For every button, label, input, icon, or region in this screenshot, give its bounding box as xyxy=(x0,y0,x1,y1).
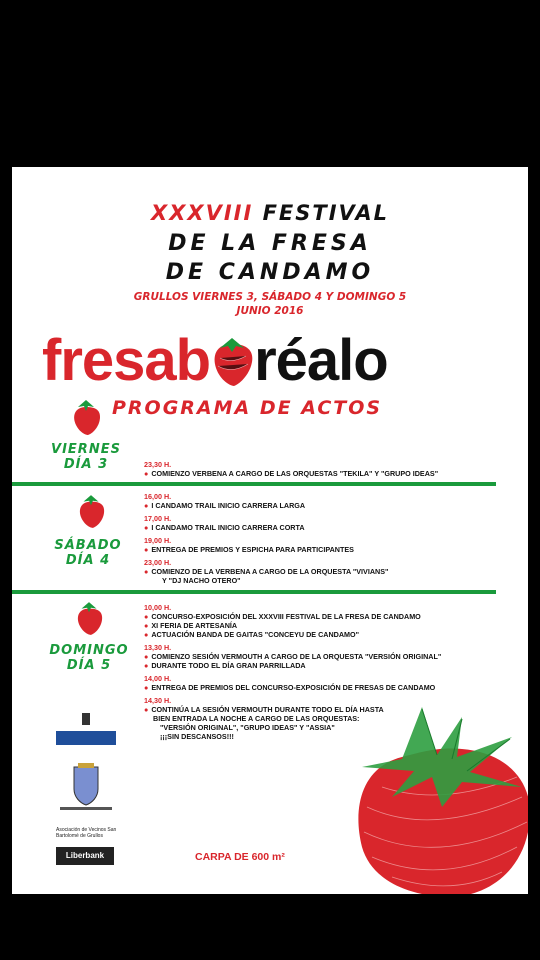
strawberry-icon xyxy=(70,399,102,440)
events-viernes xyxy=(144,460,504,482)
event-description-cont: BIEN ENTRADA LA NOCHE A CARGO DE LAS ORQUESTAS: xyxy=(153,714,360,723)
fresaborealo-logo xyxy=(42,327,502,393)
day-number: DÍA 4 xyxy=(65,553,111,568)
event-item xyxy=(144,514,504,532)
day-name: SÁBADO xyxy=(54,538,122,553)
festival-dates: GRULLOS VIERNES 3, SÁBADO 4 Y DOMINGO 5 xyxy=(133,291,407,303)
event-description: ● COMIENZO SESIÓN VERMOUTH A CARGO DE LA ORQUESTA "VERSIÓN ORIGINAL" xyxy=(144,652,442,661)
day-label-viernes xyxy=(46,442,126,472)
event-description: ● ENTREGA DE PREMIOS Y ESPICHA PARA PARTICIPANTES xyxy=(144,545,354,554)
title-line-3: DE CANDAMO xyxy=(165,260,375,285)
event-time: 14,30 H. xyxy=(144,696,172,705)
event-description: ● I CANDAMO TRAIL INICIO CARRERA CORTA xyxy=(144,523,305,532)
event-description: ● COMIENZO DE LA VERBENA A CARGO DE LA ORQUESTA "VIVIANS" xyxy=(144,567,389,576)
sponsor-gobierno-asturias xyxy=(56,713,116,754)
event-description: ● I CANDAMO TRAIL INICIO CARRERA LARGA xyxy=(144,501,306,510)
event-time: 13,30 H. xyxy=(144,643,172,652)
event-description: ● CONTINÚA LA SESIÓN VERMOUTH DURANTE TODO EL DÍA HASTA xyxy=(144,705,384,714)
sponsor-ayuntamiento-candamo xyxy=(56,763,116,816)
event-time: 23,30 H. xyxy=(144,460,172,469)
event-description: ● CONCURSO-EXPOSICIÓN DEL XXXVIII FESTIVAL DE LA FRESA DE CANDAMO xyxy=(144,612,421,621)
event-description-cont: "VERSIÓN ORIGINAL", "GRUPO IDEAS" Y "ASSIA" xyxy=(160,723,335,732)
logo-text-part1: fresab xyxy=(42,328,211,393)
event-item xyxy=(144,674,504,692)
poster xyxy=(12,167,528,894)
day-name: DOMINGO xyxy=(49,643,129,658)
event-description-cont: Y "DJ NACHO OTERO" xyxy=(162,576,241,585)
day-label-sabado xyxy=(48,538,128,568)
festival-year: JUNIO 2016 xyxy=(236,305,304,317)
day-number: DÍA 3 xyxy=(63,457,109,472)
festival-title xyxy=(12,201,528,225)
event-description: ● ACTUACIÓN BANDA DE GAITAS "CONCEYU DE CANDAMO" xyxy=(144,630,360,639)
day-number: DÍA 5 xyxy=(66,658,112,673)
strawberry-o-icon xyxy=(210,334,254,384)
strawberry-icon xyxy=(76,493,106,534)
festival-word: FESTIVAL xyxy=(262,201,389,225)
event-description: ● DURANTE TODO EL DÍA GRAN PARRILLADA xyxy=(144,661,306,670)
section-divider xyxy=(12,482,496,486)
day-label-domingo xyxy=(44,643,134,673)
logo-text-part2: réalo xyxy=(254,328,388,393)
event-item xyxy=(144,558,504,585)
event-description: ● COMIENZO VERBENA A CARGO DE LAS ORQUESTAS "TEKILA" Y "GRUPO IDEAS" xyxy=(144,469,439,478)
events-sabado xyxy=(144,492,504,589)
event-item xyxy=(144,460,504,478)
event-time: 10,00 H. xyxy=(144,603,172,612)
event-item xyxy=(144,643,504,670)
section-divider xyxy=(12,590,496,594)
event-time: 19,00 H. xyxy=(144,536,172,545)
sponsor-asociacion-vecinos: Asociación de Vecinos San Bartolomé de Grullos xyxy=(56,827,117,839)
programa-title: PROGRAMA DE ACTOS xyxy=(112,397,383,419)
title-line-2: DE LA FRESA xyxy=(168,231,372,256)
event-time: 23,00 H. xyxy=(144,558,172,567)
carpa-note: CARPA DE 600 m² xyxy=(195,851,285,863)
festival-edition: XXXVIII xyxy=(151,201,254,225)
sponsor-liberbank: Liberbank xyxy=(56,847,114,865)
event-description: ● XI FERIA DE ARTESANÍA xyxy=(144,621,238,630)
strawberry-icon xyxy=(74,599,104,642)
day-name: VIERNES xyxy=(51,442,121,457)
event-description-cont: ¡¡¡SIN DESCANSOS!!! xyxy=(160,732,234,741)
event-time: 17,00 H. xyxy=(144,514,172,523)
event-item xyxy=(144,492,504,510)
candamo-coat-of-arms-icon xyxy=(56,763,116,811)
event-description: ● ENTREGA DE PREMIOS DEL CONCURSO-EXPOSICIÓN DE FRESAS DE CANDAMO xyxy=(144,683,436,692)
event-item xyxy=(144,536,504,554)
large-strawberry-illustration xyxy=(342,697,528,894)
event-time: 16,00 H. xyxy=(144,492,172,501)
gobierno-asturias-logo xyxy=(56,713,116,749)
event-item xyxy=(144,603,504,639)
event-time: 14,00 H. xyxy=(144,674,172,683)
